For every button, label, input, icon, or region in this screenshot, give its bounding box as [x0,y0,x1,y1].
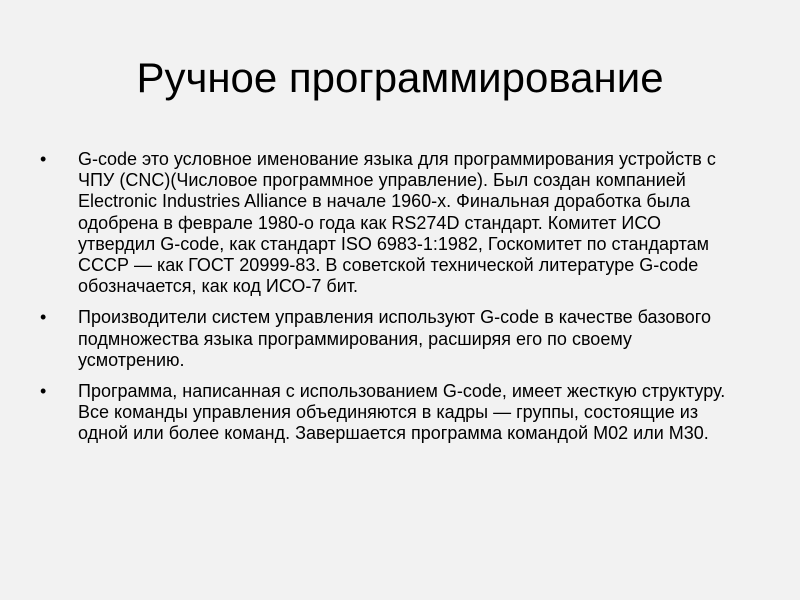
bullet-dot-icon: • [40,307,47,328]
bullet-item [40,149,740,297]
slide-title: Ручное программирование [136,54,664,101]
bullet-dot-icon: • [40,381,47,402]
bullet-list [40,149,740,455]
bullet-text: Программа, написанная с использованием G-code, имеет жесткую структуру. Все команды управления объединяются в кадры — группы, состоящие из одной или более команд. Завершается программа командой M02 или M30. [78,381,726,444]
bullet-item [40,381,740,445]
bullet-text: Производители систем управления используют G-code в качестве базового подмножества языка программирования, расширяя его по своему усмотрению. [78,307,711,370]
bullet-text: G-code это условное именование языка для программирования устройств с ЧПУ (CNC)(Числовое программное управление). Был создан компанией Electronic Industries Alliance в начале 1960-х. Финальная доработка была одобрена в феврале 1980-о года как RS274D стандарт. Комитет ИСО утвердил G-code, как стандарт ISO 6983-1:1982, Госкомитет по стандартам СССР — как ГОСТ 20999-83. В советской технической литературе G-code обозначается, как код ИСО-7 бит. [78,149,716,297]
bullet-dot-icon: • [40,149,47,169]
bullet-item [40,307,740,371]
